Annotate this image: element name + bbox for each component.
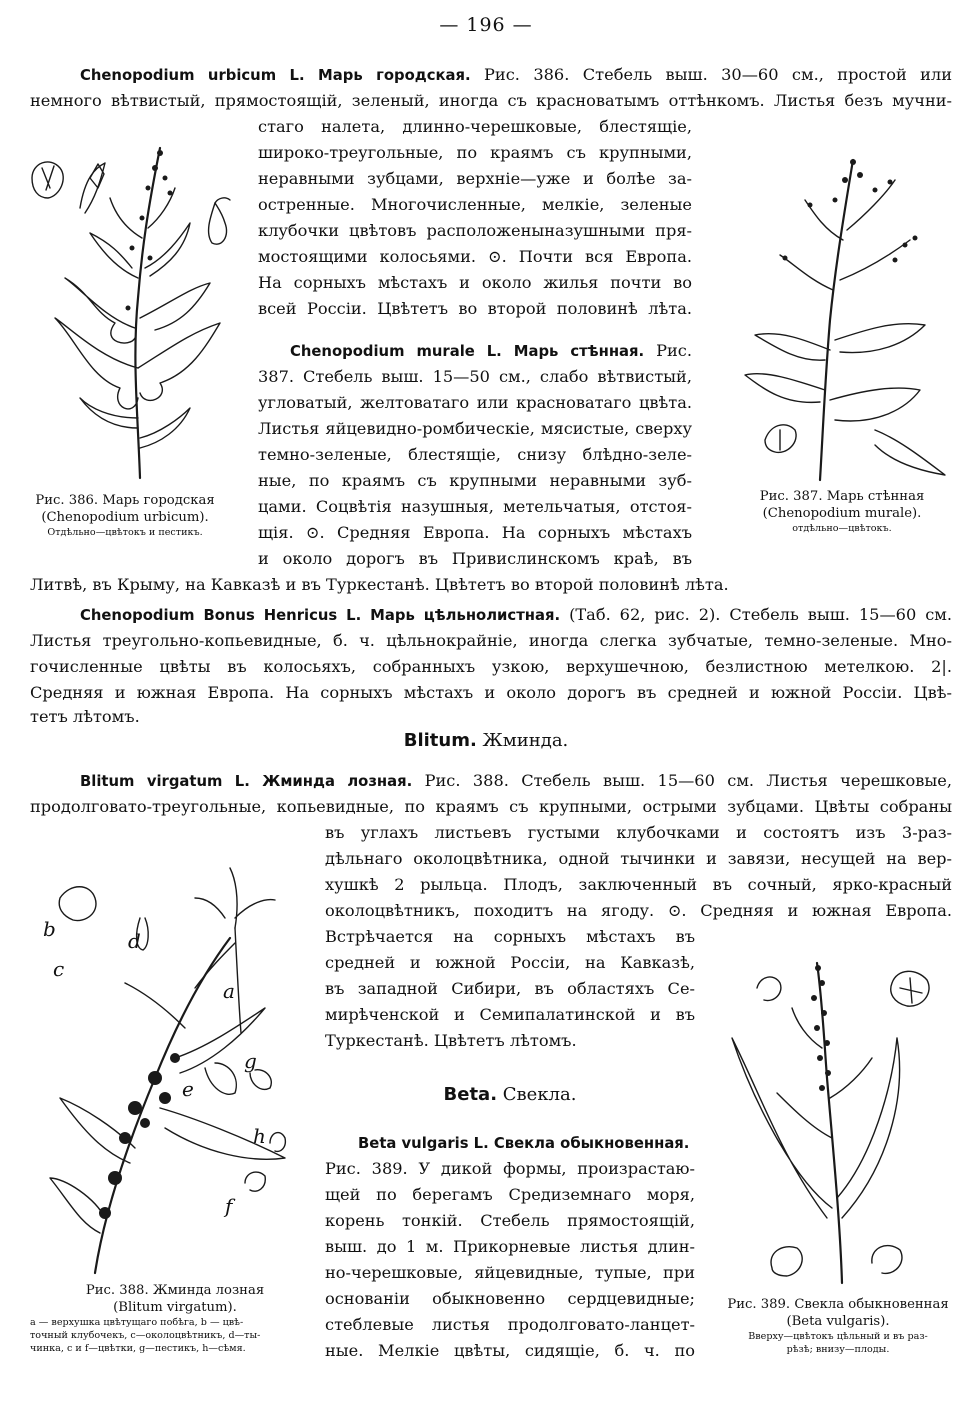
text-line: корень тонкій. Стебель прямостоящій,	[325, 1211, 695, 1230]
text-line: гочисленные цвѣты въ колосьяхъ, собранныхъ узкою, верхушечною, безлистною метелкою. 2|.	[30, 657, 952, 676]
text-line: На сорныхъ мѣстахъ и около жилья почти во	[258, 273, 692, 292]
text-line: Туркестанѣ. Цвѣтетъ лѣтомъ.	[325, 1031, 577, 1050]
text-line: темно-зеленые, блестящіе, снизу блѣдно-зеле-	[258, 445, 692, 464]
figure-387-caption	[722, 488, 962, 535]
species-title: Beta vulgaris L. Свекла обыкновенная.	[358, 1135, 690, 1152]
text-line: средней и южной Россіи, на Кавказѣ,	[325, 953, 695, 972]
text-line: околоцвѣтникъ, походитъ на ягоду. ⊙. Средняя и южная Европа.	[325, 901, 952, 920]
text-line: щей по берегамъ Средиземнаго моря,	[325, 1185, 695, 1204]
text-line: Рис. 386. Стебель выш. 30—60 см., простой или	[470, 65, 952, 84]
text-line: продолговато-треугольные, копьевидные, по краямъ съ крупными, острыми зубцами. Цвѣты собраны	[30, 797, 952, 816]
text-line: немного вѣтвистый, прямостоящій, зеленый, иногда съ красноватымъ оттѣнкомъ. Листья безъ мучни-	[30, 91, 952, 110]
species-title: Blitum virgatum L. Жминда лозная.	[80, 773, 413, 790]
section-heading-blitum: Blitum. Жминда.	[403, 730, 569, 751]
page-number: — 196 —	[439, 14, 533, 36]
figure-386-illustration	[20, 118, 250, 488]
caption-note: чинка, c и f—цвѣтки, g—пестикъ, h—сѣмя.	[30, 1343, 246, 1354]
caption-title: Рис. 387. Марь стѣнная	[759, 489, 925, 504]
text-line: Рис.	[644, 341, 692, 360]
text-line: ные, по краямъ съ крупными неравными зуб-	[258, 471, 692, 490]
caption-note: a — верхушка цвѣтущаго побѣга, b — цвѣ-	[30, 1317, 244, 1328]
text-line: цами. Соцвѣтія назушныя, метельчатыя, отстоя-	[258, 497, 692, 516]
text-line: Рис. 389. У дикой формы, произрастаю-	[325, 1159, 695, 1178]
text-line: выш. до 1 м. Прикорневые листья длин-	[325, 1237, 695, 1256]
figure-label-f: f	[225, 1194, 233, 1218]
text-line: стеблевые листья продолговато-ланцет-	[325, 1315, 695, 1334]
text-line: дѣльнаго околоцвѣтника, одной тычинки и завязи, несущей на вер-	[325, 849, 952, 868]
species-title: Chenopodium Bonus Henricus L. Марь цѣльнолистная.	[80, 607, 561, 624]
text-line: ные. Мелкіе цвѣты, сидящіе, б. ч. по	[325, 1341, 695, 1360]
text-line: неравными зубцами, верхніе—уже и болѣе за-	[258, 169, 692, 188]
text-line: клубочки цвѣтовъ расположеныназушными пря-	[258, 221, 692, 240]
text-line: остренные. Многочисленные, мелкіе, зеленые	[258, 195, 692, 214]
section-heading-beta: Beta. Свекла.	[443, 1084, 577, 1105]
text-line: Листья яйцевидно-ромбическіе, мясистые, сверху	[258, 419, 692, 438]
caption-title: Рис. 386. Марь городская	[35, 493, 215, 508]
text-line: стаго налета, длинно-черешковые, блестящіе,	[258, 117, 692, 136]
figure-label-g: g	[244, 1049, 257, 1073]
text-line: въ западной Сибири, въ областяхъ Се-	[325, 979, 695, 998]
text-line: Литвѣ, въ Крыму, на Кавказѣ и въ Туркестанѣ. Цвѣтетъ во второй половинѣ лѣта.	[30, 575, 729, 594]
caption-note: отдѣльно—цвѣтокъ.	[792, 523, 892, 534]
text-line: мирѣченской и Семипалатинской и въ	[325, 1005, 695, 1024]
caption-title: Рис. 388. Жминда лозная	[85, 1283, 265, 1298]
text-line: угловатый, желтоватаго или красноватаго цвѣта.	[258, 393, 692, 412]
figure-label-d: d	[128, 929, 141, 953]
text-line: Средняя и южная Европа. На сорныхъ мѣстахъ и около дорогъ въ средней и южной Россіи. Цвѣ-	[30, 683, 952, 702]
species-title: Chenopodium murale L. Марь стѣнная.	[290, 343, 645, 360]
figure-388-illustration	[35, 858, 325, 1278]
caption-note: Отдѣльно—цвѣтокъ и пестикъ.	[47, 527, 203, 538]
figure-389-illustration	[722, 958, 962, 1288]
caption-latin: (Chenopodium murale).	[762, 506, 922, 521]
caption-note: рѣзѣ; внизу—плоды.	[786, 1344, 890, 1355]
figure-label-c: c	[53, 957, 65, 981]
text-line: (Таб. 62, рис. 2). Стебель выш. 15—60 см.	[560, 605, 952, 624]
figure-389-caption	[708, 1296, 968, 1356]
text-line: 387. Стебель выш. 15—50 см., слабо вѣтвистый,	[258, 367, 692, 386]
figure-label-b: b	[43, 917, 56, 941]
text-line: хушкѣ 2 рыльца. Плодъ, заключенный въ сочный, ярко-красный	[325, 875, 952, 894]
text-line: Рис. 388. Стебель выш. 15—60 см. Листья черешковые,	[412, 771, 952, 790]
caption-latin: (Beta vulgaris).	[786, 1314, 890, 1329]
figure-388-caption	[30, 1282, 320, 1355]
species-title: Chenopodium urbicum L. Марь городская.	[80, 67, 471, 84]
text-line: тетъ лѣтомъ.	[30, 707, 140, 726]
text-line: Листья треугольно-копьевидные, б. ч. цѣльнокрайніе, иногда слегка зубчатые, темно-зеленые. Мно-	[30, 631, 952, 650]
caption-title: Рис. 389. Свекла обыкновенная	[727, 1297, 949, 1312]
text-line: всей Россіи. Цвѣтетъ во второй половинѣ лѣта.	[258, 299, 692, 318]
text-line: мостоящими колосьями. ⊙. Почти вся Европа.	[258, 247, 692, 266]
caption-latin: (Chenopodium urbicum).	[41, 510, 209, 525]
figure-386-caption	[0, 492, 250, 539]
text-line: щія. ⊙. Средняя Европа. На сорныхъ мѣстахъ	[258, 523, 692, 542]
text-line: Встрѣчается на сорныхъ мѣстахъ въ	[325, 927, 695, 946]
text-line: основаніи обыкновенно сердцевидные;	[325, 1289, 695, 1308]
figure-label-h: h	[253, 1124, 266, 1148]
caption-latin: (Blitum virgatum).	[113, 1300, 237, 1315]
text-line: широко-треугольные, по краямъ съ крупными,	[258, 143, 692, 162]
caption-note: точный клубочекъ, c—околоцвѣтникъ, d—ты-	[30, 1330, 261, 1341]
figure-label-e: e	[182, 1077, 194, 1101]
caption-note: Вверху—цвѣтокъ цѣльный и въ раз-	[748, 1331, 928, 1342]
figure-387-illustration	[725, 140, 965, 485]
figure-label-a: a	[223, 979, 235, 1003]
text-line: въ углахъ листьевъ густыми клубочками и состоятъ изъ 3-раз-	[325, 823, 952, 842]
text-line: но-черешковые, яйцевидные, тупые, при	[325, 1263, 695, 1282]
text-line: и около дорогъ въ Привислинскомъ краѣ, въ	[258, 549, 692, 568]
